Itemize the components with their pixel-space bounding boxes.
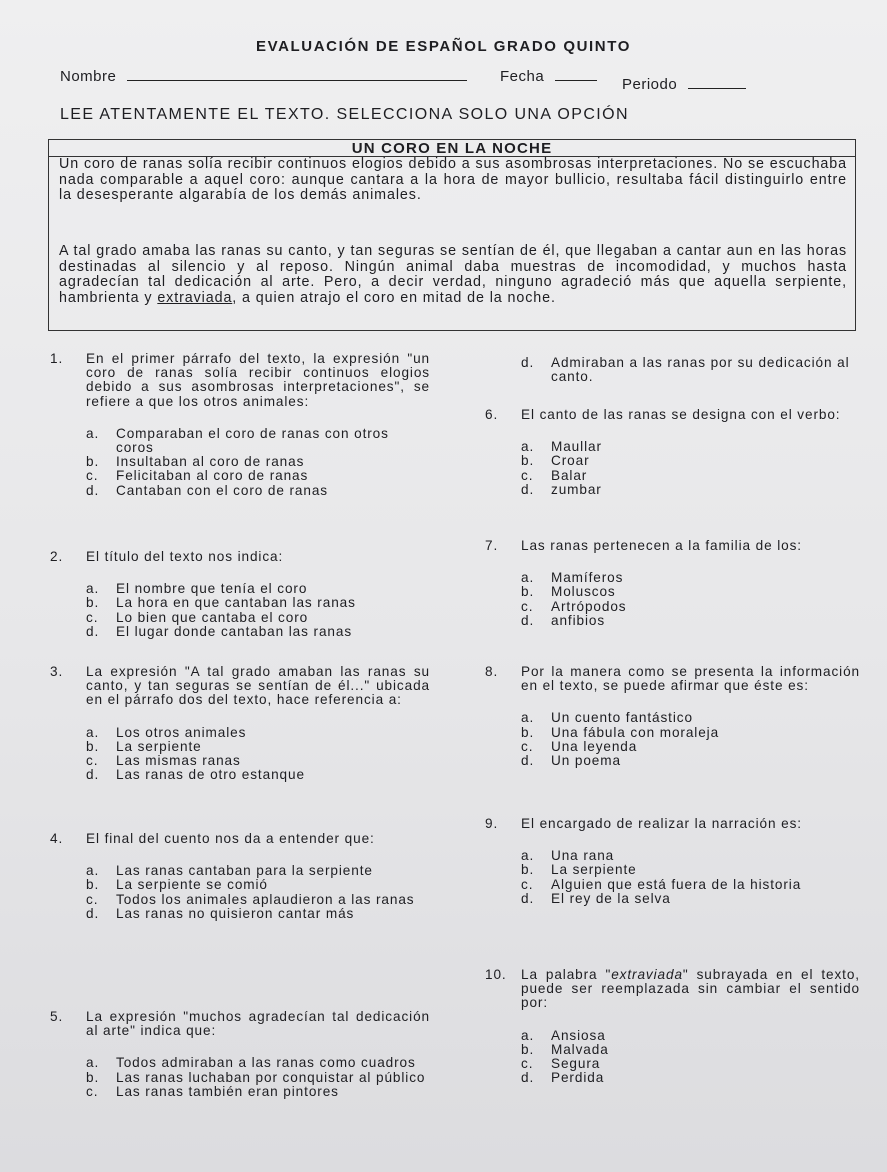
option-letter: a. <box>521 570 535 586</box>
option-b[interactable] <box>485 726 860 740</box>
option-b[interactable] <box>50 740 430 754</box>
option-a[interactable] <box>485 849 860 863</box>
option-letter: c. <box>521 598 534 614</box>
option-text: La serpiente se comió <box>116 877 268 893</box>
option-letter: b. <box>521 862 535 878</box>
stem-text-end: " subrayada en el texto, puede ser reemplazada sin cambiar el sentido por: <box>521 967 860 1011</box>
option-letter: b. <box>86 738 100 754</box>
question-stem: La expresión "A tal grado amaban las ranas su canto, y tan seguras se sentían de él..." ubicada en el párrafo dos del texto, hace referencia a: <box>86 664 430 708</box>
question-stem: El encargado de realizar la narración es: <box>521 816 802 831</box>
option-letter: b. <box>86 1069 100 1085</box>
option-letter: d. <box>521 355 535 370</box>
option-b[interactable] <box>485 1043 860 1057</box>
option-letter: c. <box>86 609 99 625</box>
date-label: Fecha <box>500 68 545 85</box>
option-d[interactable] <box>50 484 430 498</box>
option-text: Maullar <box>551 439 602 455</box>
option-a[interactable] <box>485 1029 860 1043</box>
question-stem: Las ranas pertenecen a la familia de los: <box>521 538 802 553</box>
option-letter: c. <box>86 1083 99 1099</box>
option-c[interactable] <box>485 878 860 892</box>
option-a[interactable] <box>50 1056 430 1070</box>
option-letter: a. <box>86 863 100 879</box>
period-field[interactable] <box>622 74 746 93</box>
option-text: Un poema <box>551 753 621 769</box>
option-letter: a. <box>86 724 100 740</box>
option-text: Las ranas cantaban para la serpiente <box>116 863 373 879</box>
question-number: 5. <box>50 1009 64 1024</box>
option-letter: d. <box>86 767 100 783</box>
option-letter: a. <box>86 581 100 597</box>
question-number: 4. <box>50 831 64 846</box>
option-text: Alguien que está fuera de la historia <box>551 876 802 892</box>
option-a[interactable] <box>485 571 860 585</box>
option-text: El nombre que tenía el coro <box>116 581 308 597</box>
option-text: La serpiente <box>116 738 202 754</box>
option-letter: b. <box>521 584 535 600</box>
option-b[interactable] <box>485 585 860 599</box>
question-stem: La expresión "muchos agradecían tal dedicación al arte" indica que: <box>86 1009 430 1039</box>
paragraph-2-text: A tal grado amaba las ranas su canto, y tan seguras se sentían de él, que llegaban a cantar aun en las horas destinadas al silencio y al reposo. Ningún animal daba muestras de incomodidad, y muchos hasta agradecían tal dedicación al arte. Pero, a decir verdad, ninguno agradeció más que aquella serpiente, hambrienta y <box>59 243 847 306</box>
option-b[interactable] <box>50 878 430 892</box>
option-c[interactable] <box>485 1057 860 1071</box>
option-c[interactable] <box>50 754 430 768</box>
date-blank[interactable] <box>555 66 597 81</box>
question-10 <box>485 968 860 1085</box>
date-field[interactable] <box>500 66 597 85</box>
option-text: Moluscos <box>551 584 616 600</box>
option-text: anfibios <box>551 612 606 628</box>
option-d[interactable] <box>485 356 860 384</box>
question-5 <box>50 1010 430 1099</box>
question-7 <box>485 539 860 628</box>
option-letter: d. <box>521 1070 535 1086</box>
option-c[interactable] <box>485 469 860 483</box>
option-letter: c. <box>86 468 99 484</box>
passage-paragraph-1: Un coro de ranas solía recibir continuos elogios debido a sus asombrosas interpretaciones. No se escuchaba nada comparable a aquel coro: aunque cantara a la hora de mayor bullicio, resultaba fácil distinguirlo entre la desesperante algarabía de los demás animales. <box>59 156 847 204</box>
option-letter: b. <box>86 595 100 611</box>
option-letter: c. <box>521 1056 534 1072</box>
option-c[interactable] <box>50 469 430 483</box>
option-letter: d. <box>86 623 100 639</box>
option-a[interactable] <box>50 864 430 878</box>
option-a[interactable] <box>50 726 430 740</box>
reading-passage-box <box>48 139 856 331</box>
question-4 <box>50 832 430 921</box>
passage-paragraph-2 <box>59 244 847 306</box>
name-field[interactable] <box>60 66 467 85</box>
option-letter: d. <box>86 905 100 921</box>
option-text: Las mismas ranas <box>116 753 241 769</box>
option-a[interactable] <box>50 582 430 596</box>
option-c[interactable] <box>50 1085 430 1099</box>
option-a[interactable] <box>50 427 430 455</box>
question-1-continued <box>485 356 860 384</box>
period-blank[interactable] <box>688 74 746 89</box>
question-number: 7. <box>485 538 499 553</box>
option-text: Malvada <box>551 1041 609 1057</box>
option-text: Una rana <box>551 848 615 864</box>
option-text: Croar <box>551 453 590 469</box>
option-letter: a. <box>521 848 535 864</box>
option-text: Comparaban el coro de ranas con otros coros <box>116 425 389 456</box>
option-letter: d. <box>521 753 535 769</box>
exam-title: EVALUACIÓN DE ESPAÑOL GRADO QUINTO <box>256 38 631 55</box>
option-letter: b. <box>86 877 100 893</box>
option-text: Admiraban a las ranas por su dedicación al canto. <box>551 355 850 385</box>
question-number: 8. <box>485 664 499 679</box>
option-letter: c. <box>86 891 99 907</box>
option-text: Felicitaban al coro de ranas <box>116 468 309 484</box>
question-stem <box>521 968 860 1011</box>
option-letter: d. <box>521 481 535 497</box>
question-number: 3. <box>50 664 64 679</box>
option-text: Las ranas de otro estanque <box>116 767 305 783</box>
paragraph-2-text-end: , a quien atrajo el coro en mitad de la noche. <box>232 289 556 306</box>
option-text: Las ranas también eran pintores <box>116 1083 339 1099</box>
option-text: La serpiente <box>551 862 637 878</box>
option-d[interactable] <box>485 892 860 906</box>
option-letter: c. <box>521 467 534 483</box>
option-text: Todos los animales aplaudieron a las ranas <box>116 891 415 907</box>
option-a[interactable] <box>485 440 860 454</box>
option-b[interactable] <box>50 455 430 469</box>
question-1 <box>50 352 430 498</box>
stem-italic-word: extraviada <box>611 967 683 982</box>
option-text: zumbar <box>551 481 602 497</box>
question-8 <box>485 665 860 768</box>
option-text: Insultaban al coro de ranas <box>116 454 305 470</box>
option-text: El rey de la selva <box>551 890 671 906</box>
question-stem: El título del texto nos indica: <box>86 549 284 564</box>
question-number: 2. <box>50 549 64 564</box>
option-text: Perdida <box>551 1070 605 1086</box>
period-label: Periodo <box>622 76 678 93</box>
option-letter: a. <box>86 1055 100 1071</box>
option-text: Lo bien que cantaba el coro <box>116 609 309 625</box>
option-letter: d. <box>86 482 100 498</box>
option-d[interactable] <box>50 625 430 639</box>
option-b[interactable] <box>485 863 860 877</box>
option-text: La hora en que cantaban las ranas <box>116 595 356 611</box>
option-letter: d. <box>521 890 535 906</box>
option-text: Balar <box>551 467 588 483</box>
question-3 <box>50 665 430 782</box>
option-letter: c. <box>521 738 534 754</box>
question-number: 10. <box>485 967 507 982</box>
option-letter: b. <box>521 1041 535 1057</box>
option-letter: a. <box>521 710 535 726</box>
option-c[interactable] <box>50 611 430 625</box>
passage-title: UN CORO EN LA NOCHE <box>49 140 855 157</box>
option-b[interactable] <box>50 596 430 610</box>
option-d[interactable] <box>485 754 860 768</box>
question-9 <box>485 817 860 906</box>
option-letter: c. <box>86 753 99 769</box>
option-text: Mamíferos <box>551 570 624 586</box>
option-d[interactable] <box>50 907 430 921</box>
option-c[interactable] <box>485 740 860 754</box>
question-number: 1. <box>50 351 64 366</box>
stem-text-start: La palabra " <box>521 967 612 982</box>
option-text: Un cuento fantástico <box>551 710 693 726</box>
option-text: Todos admiraban a las ranas como cuadros <box>116 1055 416 1071</box>
option-c[interactable] <box>485 600 860 614</box>
question-stem: En el primer párrafo del texto, la expresión "un coro de ranas solía recibir continuos elogios debido a sus asombrosas interpretaciones", se refiere a que los otros animales: <box>86 351 430 409</box>
option-letter: c. <box>521 876 534 892</box>
option-letter: b. <box>521 453 535 469</box>
question-stem: El final del cuento nos da a entender que: <box>86 831 375 846</box>
name-label: Nombre <box>60 68 117 85</box>
option-d[interactable] <box>485 1071 860 1085</box>
question-stem: Por la manera como se presenta la información en el texto, se puede afirmar que éste es: <box>521 664 860 694</box>
option-c[interactable] <box>50 893 430 907</box>
option-text: Artrópodos <box>551 598 627 614</box>
option-text: Segura <box>551 1056 601 1072</box>
option-letter: a. <box>521 1027 535 1043</box>
question-number: 9. <box>485 816 499 831</box>
option-text: Una leyenda <box>551 738 638 754</box>
option-a[interactable] <box>485 711 860 725</box>
option-d[interactable] <box>485 614 860 628</box>
option-text: Los otros animales <box>116 724 247 740</box>
underlined-word: extraviada <box>157 289 233 306</box>
option-d[interactable] <box>50 768 430 782</box>
option-letter: b. <box>86 454 100 470</box>
option-text: El lugar donde cantaban las ranas <box>116 623 353 639</box>
option-text: Las ranas no quisieron cantar más <box>116 905 355 921</box>
option-d[interactable] <box>485 483 860 497</box>
option-text: Una fábula con moraleja <box>551 724 720 740</box>
option-b[interactable] <box>485 454 860 468</box>
question-stem: El canto de las ranas se designa con el verbo: <box>521 407 841 422</box>
name-blank[interactable] <box>127 66 467 81</box>
option-letter: b. <box>521 724 535 740</box>
instructions: LEE ATENTAMENTE EL TEXTO. SELECCIONA SOLO UNA OPCIÓN <box>60 106 629 123</box>
question-6 <box>485 408 860 497</box>
question-number: 6. <box>485 407 499 422</box>
option-b[interactable] <box>50 1071 430 1085</box>
option-text: Ansiosa <box>551 1027 606 1043</box>
option-text: Cantaban con el coro de ranas <box>116 482 329 498</box>
option-letter: d. <box>521 612 535 628</box>
option-letter: a. <box>86 425 100 441</box>
question-2 <box>50 550 430 639</box>
option-text: Las ranas luchaban por conquistar al público <box>116 1069 426 1085</box>
option-letter: a. <box>521 439 535 455</box>
